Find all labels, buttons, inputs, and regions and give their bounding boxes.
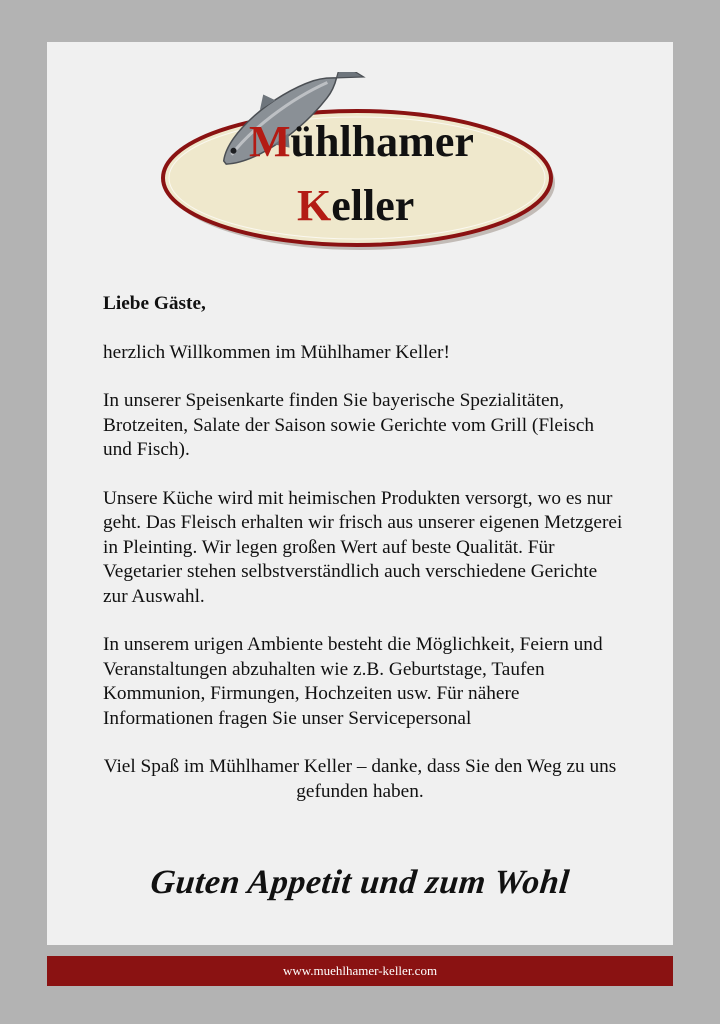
welcome-paragraph: herzlich Willkommen im Mühlhamer Keller!: [103, 341, 450, 363]
greeting: Liebe Gäste,: [103, 293, 206, 314]
kitchen-paragraph: Unsere Küche wird mit heimischen Produkten versorgt, wo es nur geht. Das Fleisch erhalten wir frisch aus unserer eigenen Metzgerei in Pleinting. Wir legen großen Wert auf beste Qualität. Für Vegetarier stehen selbstverständlich auch verschiedene Gerichte zur Auswahl.: [103, 487, 623, 607]
logo: [157, 72, 563, 254]
logo-line2: Keller: [297, 181, 415, 230]
logo-line1: Mühlhamer: [249, 117, 474, 166]
website-link[interactable]: www.muehlhamer-keller.com: [282, 963, 438, 978]
closing-paragraph: Viel Spaß im Mühlhamer Keller – danke, dass Sie den Weg zu uns gefunden haben.: [103, 756, 617, 802]
menu-paragraph: In unserer Speisenkarte finden Sie bayerische Spezialitäten, Brotzeiten, Salate der Saison sowie Gerichte vom Grill (Fleisch und Fisch).: [103, 390, 595, 460]
footer-bar: [47, 956, 673, 986]
menu-page: [47, 42, 673, 945]
signoff: Guten Appetit und zum Wohl: [148, 864, 572, 901]
letter-body: [103, 292, 623, 828]
events-paragraph: In unserem urigen Ambiente besteht die Möglichkeit, Feiern und Veranstaltungen abzuhalten wie z.B. Geburtstage, Taufen Kommunion, Firmungen, Hochzeiten usw. Für nähere Informationen fragen Sie unser Servicepersonal: [103, 634, 603, 729]
